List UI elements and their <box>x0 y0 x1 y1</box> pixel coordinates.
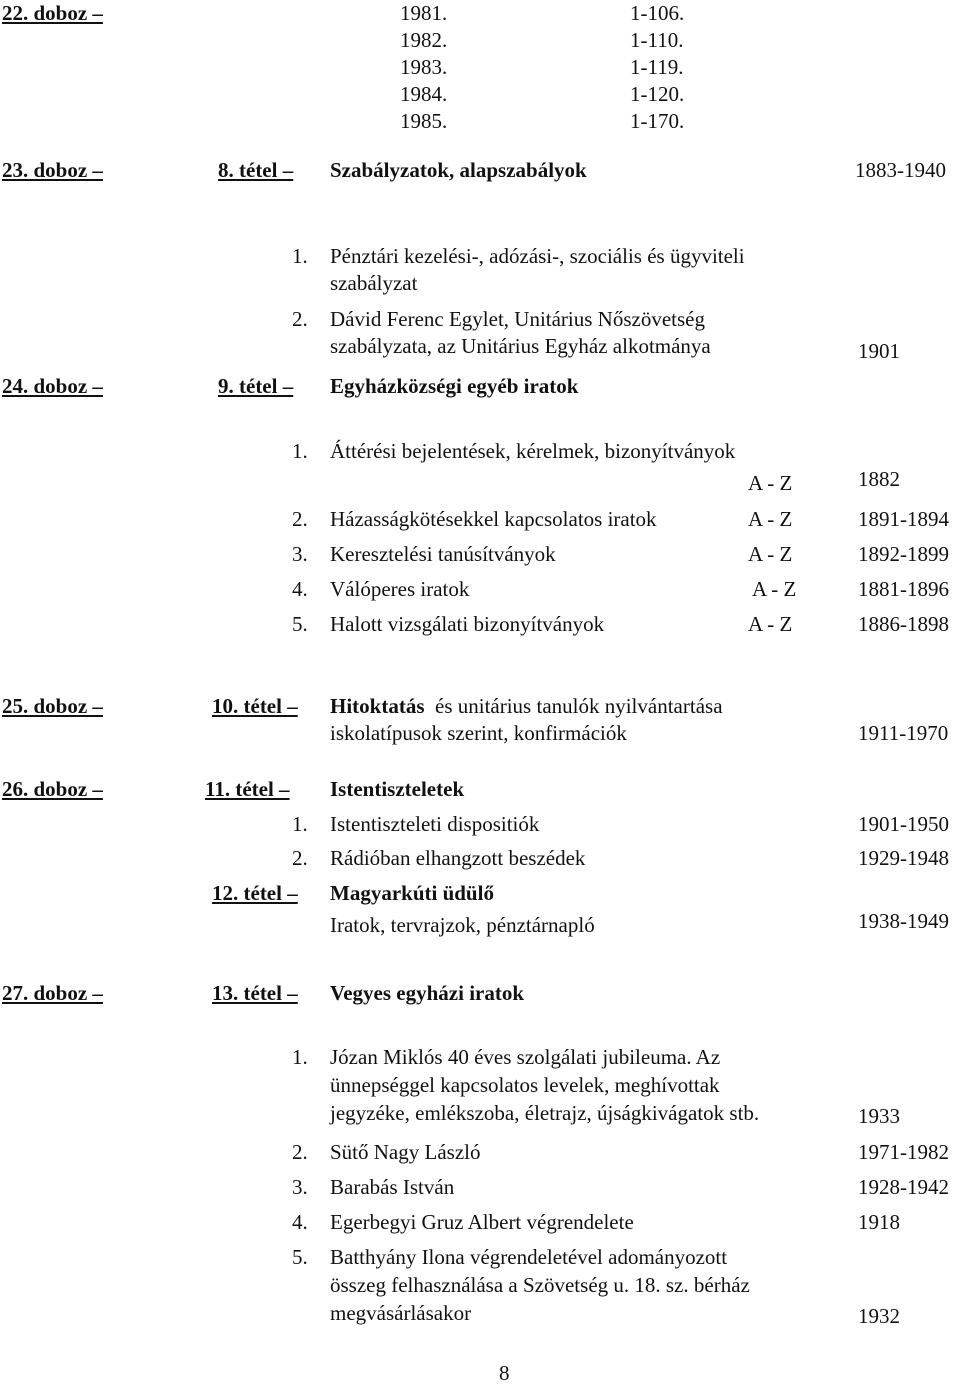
entry-number: 1. <box>292 1045 308 1069</box>
code: 1-110. <box>630 28 684 52</box>
entry-number: 2. <box>292 1140 308 1164</box>
date: 1971-1982 <box>858 1140 949 1164</box>
entry-number: 2. <box>292 846 308 870</box>
entry-line: Dávid Ferenc Egylet, Unitárius Nőszövetség <box>330 307 705 331</box>
entry-line: Egerbegyi Gruz Albert végrendelete <box>330 1210 634 1234</box>
entry-line: Barabás István <box>330 1175 455 1199</box>
entry-number: 1. <box>292 812 308 836</box>
date: 1928-1942 <box>858 1175 949 1199</box>
entry-line: Pénztári kezelési-, adózási-, szociális és ügyviteli <box>330 244 745 268</box>
item-12-label: 12. tétel – <box>212 881 298 905</box>
section-title: Magyarkúti üdülő <box>330 881 494 905</box>
date: 1929-1948 <box>858 846 949 870</box>
entry-text: Áttérési bejelentések, kérelmek, bizonyítványok <box>330 439 736 463</box>
code: 1-120. <box>630 82 685 106</box>
entry-text: Házasságkötésekkel kapcsolatos iratok <box>330 507 657 531</box>
section-title-bold: Hitoktatás <box>330 694 425 718</box>
entry-number: 4. <box>292 1210 308 1234</box>
date-range: 1911-1970 <box>858 721 949 745</box>
item-13-label: 13. tétel – <box>212 981 298 1005</box>
entry-number: 4. <box>292 577 308 601</box>
year: 1981. <box>400 1 448 25</box>
box-23-label: 23. doboz – <box>2 158 103 182</box>
entry-number: 5. <box>292 1245 308 1269</box>
date: 1918 <box>858 1210 900 1234</box>
section-title: Egyházközségi egyéb iratok <box>330 374 579 398</box>
alpha-range: A - Z <box>752 577 797 601</box>
date: 1901 <box>858 339 900 363</box>
alpha-range: A - Z <box>748 507 793 531</box>
section-title: Szabályzatok, alapszabályok <box>330 158 587 182</box>
entry-line: szabályzat <box>330 271 418 295</box>
entry-line: Sütő Nagy László <box>330 1140 481 1164</box>
year: 1984. <box>400 82 448 106</box>
entry-line: összeg felhasználása a Szövetség u. 18. sz. bérház <box>330 1273 750 1297</box>
entry-number: 3. <box>292 542 308 566</box>
box-22-label: 22. doboz – <box>2 1 103 25</box>
alpha-range: A - Z <box>748 612 793 636</box>
entry-line: megvásárlásakor <box>330 1301 472 1325</box>
date: 1933 <box>858 1104 900 1128</box>
entry-text: Válóperes iratok <box>330 577 470 601</box>
date: 1886-1898 <box>858 612 949 636</box>
item-11-label: 11. tétel – <box>205 777 290 801</box>
entry-number: 1. <box>292 439 308 463</box>
section-title-rest: és unitárius tanulók nyilvántartása <box>435 694 723 718</box>
year: 1982. <box>400 28 448 52</box>
code: 1-119. <box>630 55 684 79</box>
date: 1892-1899 <box>858 542 949 566</box>
date: 1901-1950 <box>858 812 949 836</box>
date: 1891-1894 <box>858 507 949 531</box>
alpha-range: A - Z <box>748 542 793 566</box>
year: 1983. <box>400 55 448 79</box>
code: 1-170. <box>630 109 685 133</box>
entry-line: jegyzéke, emlékszoba, életrajz, újságkivágatok stb. <box>330 1101 760 1125</box>
date-range: 1938-1949 <box>858 909 949 933</box>
item-10-label: 10. tétel – <box>212 694 298 718</box>
section-title: Istentiszteletek <box>330 777 465 801</box>
item-9-label: 9. tétel – <box>218 374 294 398</box>
date-range: 1883-1940 <box>855 158 946 182</box>
entry-line: ünnepséggel kapcsolatos levelek, meghívottak <box>330 1073 720 1097</box>
box-25-label: 25. doboz – <box>2 694 103 718</box>
entry-text: Halott vizsgálati bizonyítványok <box>330 612 605 636</box>
box-26-label: 26. doboz – <box>2 777 103 801</box>
date: 1881-1896 <box>858 577 949 601</box>
alpha-range: A - Z <box>748 471 793 495</box>
section-title: Vegyes egyházi iratok <box>330 981 525 1005</box>
section-title-line: iskolatípusok szerint, konfirmációk <box>330 721 627 745</box>
page-number: 8 <box>499 1361 510 1385</box>
item-8-label: 8. tétel – <box>218 158 294 182</box>
entry-number: 1. <box>292 244 308 268</box>
code: 1-106. <box>630 1 685 25</box>
section-title-line: Iratok, tervrajzok, pénztárnapló <box>330 913 595 937</box>
section-title <box>330 696 723 717</box>
entry-number: 2. <box>292 307 308 331</box>
date: 1932 <box>858 1304 900 1328</box>
entry-number: 5. <box>292 612 308 636</box>
entry-line: Batthyány Ilona végrendeletével adományozott <box>330 1245 728 1269</box>
box-27-label: 27. doboz – <box>2 981 103 1005</box>
entry-line: Józan Miklós 40 éves szolgálati jubileuma. Az <box>330 1045 721 1069</box>
entry-line: szabályzata, az Unitárius Egyház alkotmánya <box>330 334 711 358</box>
date: 1882 <box>858 467 900 491</box>
entry-text: Rádióban elhangzott beszédek <box>330 846 586 870</box>
entry-text: Keresztelési tanúsítványok <box>330 542 556 566</box>
entry-number: 3. <box>292 1175 308 1199</box>
entry-text: Istentiszteleti dispositiók <box>330 812 540 836</box>
entry-number: 2. <box>292 507 308 531</box>
year: 1985. <box>400 109 448 133</box>
box-24-label: 24. doboz – <box>2 374 103 398</box>
